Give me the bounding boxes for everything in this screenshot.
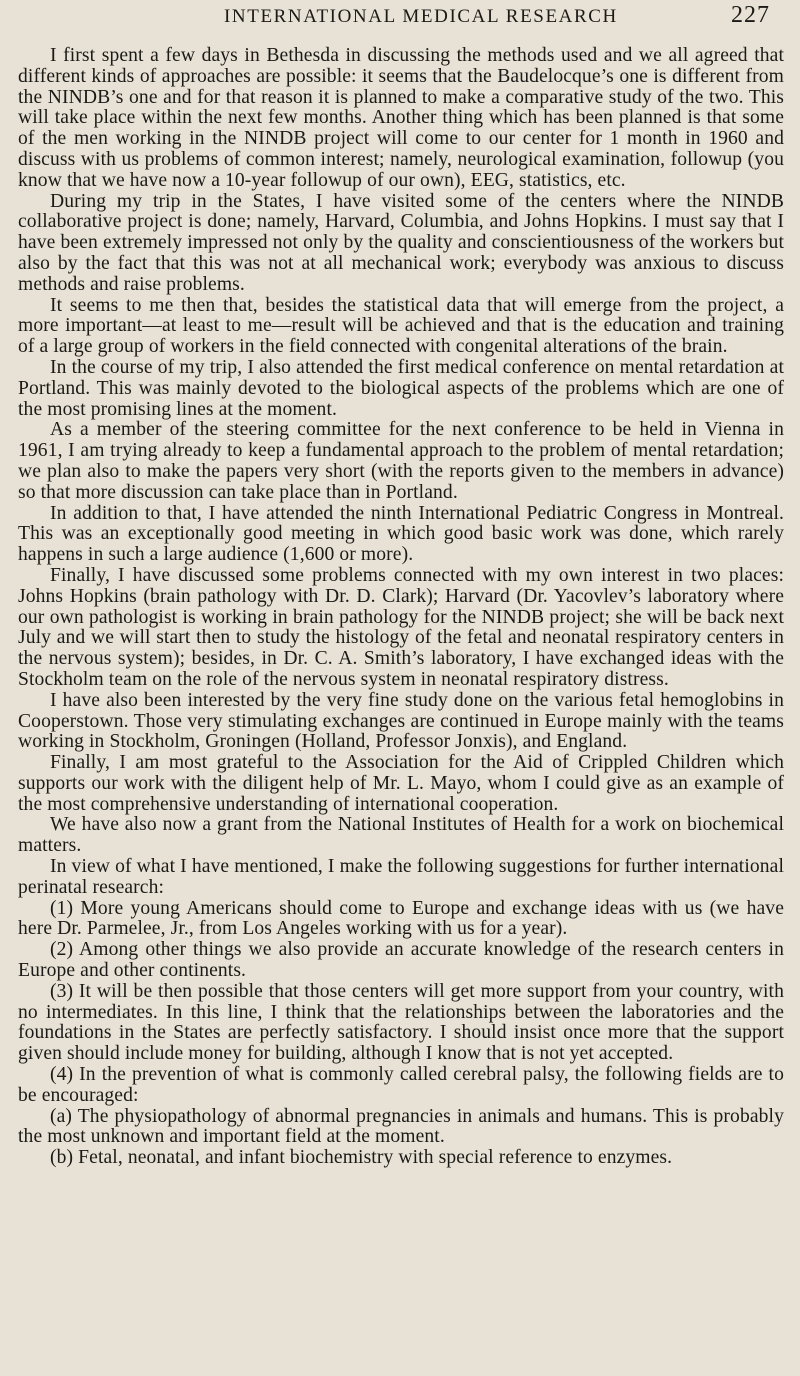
running-header-title: INTERNATIONAL MEDICAL RESEARCH <box>224 6 618 27</box>
running-header <box>18 0 784 36</box>
body-text <box>18 46 784 1169</box>
suggestion-3: (3) It will be then possible that those centers will get more support from your country, with no intermediates. In this line, I think that the relationships between the laboratories and the foundations in the States are perfectly satisfactory. I should insist once more that the support given should include money for building, although I know that is not yet accepted. <box>18 980 784 1065</box>
paragraph-training-result: It seems to me then that, besides the statistical data that will emerge from the project, a more important—at least to me—result will be achieved and that is the education and training of a large group of workers in the field connected with congenital alterations of the brain. <box>18 294 784 358</box>
paragraph-fetal-hemoglobins: I have also been interested by the very fine study done on the various fetal hemoglobins in Cooperstown. Those very stimulating exchanges are continued in Europe mainly with the teams working in Stockholm, Groningen (Holland, Professor Jonxis), and England. <box>18 689 784 753</box>
suggestion-1: (1) More young Americans should come to Europe and exchange ideas with us (we have here Dr. Parmelee, Jr., from Los Angeles working with us for a year). <box>18 897 784 940</box>
paragraph-collaborative-centers: During my trip in the States, I have visited some of the centers where the NINDB collaborative project is done; namely, Harvard, Columbia, and Johns Hopkins. I must say that I have been extremely impressed not only by the quality and conscientiousness of the workers but also by the fact that this was not at all mechanical work; everybody was anxious to discuss methods and raise problems. <box>18 190 784 295</box>
suggestion-2: (2) Among other things we also provide an accurate knowledge of the research centers in Europe and other continents. <box>18 939 784 982</box>
paragraph-bethesda: I first spent a few days in Bethesda in discussing the methods used and we all agreed that different kinds of approaches are possible: it seems that the Baudelocque’s one is different from the NINDB’s one and for that reason it is planned to make a comparative study of the two. This will take place within the next few months. Another thing which has been planned is that some of the men working in the NINDB project will come to our center for 1 month in 1960 and discuss with us problems of common interest; namely, neurological examination, followup (you know that we have now a 10-year followup of our own), EEG, statistics, etc. <box>18 45 784 191</box>
page-number: 227 <box>731 2 770 28</box>
suggestion-4a: (a) The physiopathology of abnormal pregnancies in animals and humans. This is probably the most unknown and important field at the moment. <box>18 1105 784 1148</box>
paragraph-nih-grant: We have also now a grant from the National Institutes of Health for a work on biochemical matters. <box>18 814 784 857</box>
paragraph-vienna-committee: As a member of the steering committee for the next conference to be held in Vienna in 1961, I am trying already to keep a fundamental approach to the problem of mental retardation; we plan also to make the papers very short (with the reports given to the members in advance) so that more discussion can take place than in Portland. <box>18 419 784 503</box>
suggestion-4b: (b) Fetal, neonatal, and infant biochemistry with special reference to enzymes. <box>50 1147 673 1169</box>
paragraph-association-thanks: Finally, I am most grateful to the Association for the Aid of Crippled Children which supports our work with the diligent help of Mr. L. Mayo, whom I could give as an example of the most comprehensive understanding of international cooperation. <box>18 752 784 815</box>
paragraph-montreal-congress: In addition to that, I have attended the ninth International Pediatric Congress in Montreal. This was an exceptionally good meeting in which good basic work was done, which rarely happens in such a large audience (1,600 or more). <box>18 502 784 566</box>
paragraph-suggestions-intro: In view of what I have mentioned, I make the following suggestions for further international perinatal research: <box>18 856 784 898</box>
suggestion-4: (4) In the prevention of what is commonly called cerebral palsy, the following fields are to be encouraged: <box>18 1064 784 1106</box>
paragraph-brain-pathology: Finally, I have discussed some problems connected with my own interest in two places: Johns Hopkins (brain pathology with Dr. D. Clark); Harvard (Dr. Yacovlev’s laboratory where our own pathologist is working in brain pathology for the NINDB project; she will be back next July and we will start then to study the histology of the fetal and neonatal respiratory centers in the nervous system); besides, in Dr. C. A. Smith’s laboratory, I have exchanged ideas with the Stockholm team on the role of the nervous system in neonatal respiratory distress. <box>18 564 784 690</box>
paragraph-portland-conference: In the course of my trip, I also attended the first medical conference on mental retardation at Portland. This was mainly devoted to the biological aspects of the problems which are one of the most promising lines at the moment. <box>18 356 784 420</box>
